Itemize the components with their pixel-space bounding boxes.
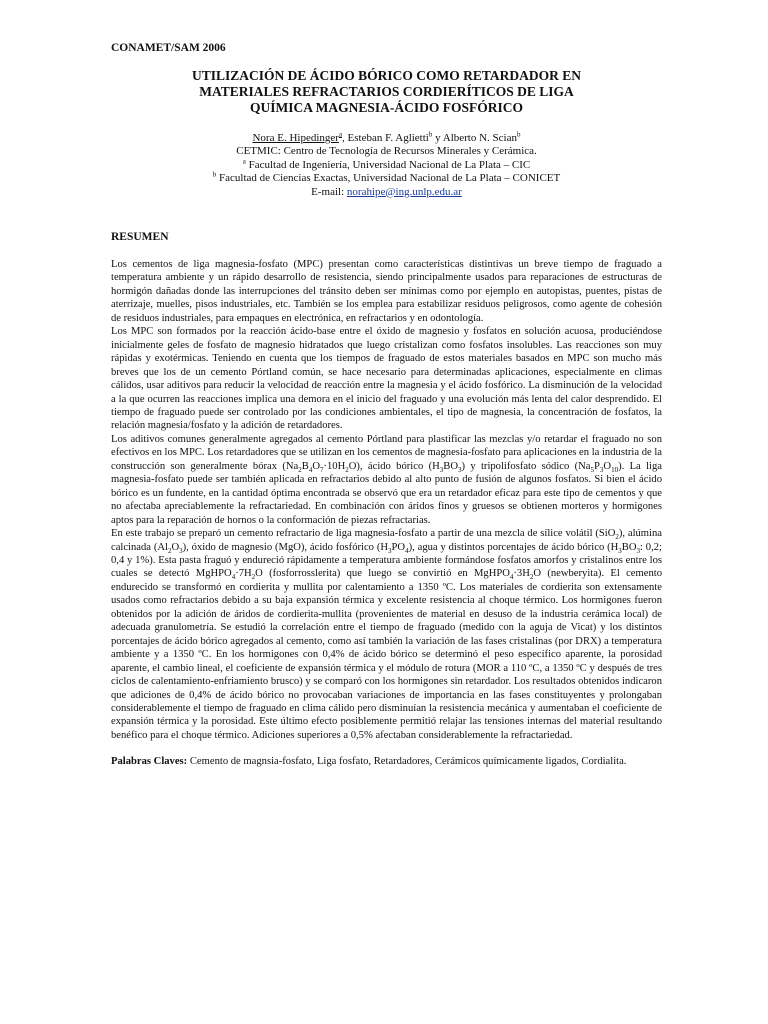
affil-b-text: Facultad de Ciencias Exactas, Universidad Nacional de La Plata – CONICET [216,172,561,185]
author-line [111,132,662,145]
affiliation-a [111,159,662,172]
abstract-paragraph-4: En este trabajo se preparó un cemento refractario de liga magnesia-fosfato a partir de una mezcla de sílice volátil (SiO$_2$), alúmina calcinada $(Al_2O_3)$, óxido de magnesio (MgO), ácido fosfórico $(H_3PO_4)$, agua y distintos porcentajes de ácido bórico ($H_3BO_3$: 0,2; 0,4 y 1%). Esta pasta fraguó y endureció rápidamente a temperatura ambiente formándose fosfatos amorfos y cristalinos entre los cuales se detectó $MgHPO_4\cdot 7H_2O$ (fosforrosslerita) que luego se convirtió en $MgHPO_4\cdot 3H_2O$ (newberyita). El cemento endurecido se transformó en cordierita y mullita por calentamiento a 1350 ºC. Los materiales de cordierita son extensamente usados como refractarios debido a su baja expansión térmica y excelente resistencia al choque térmico. Los hormigones fueron obtenidos por la adición de áridos de cordierita-mullita (provenientes de material en desuso de la industria cerámica local) de adecuada granulometría. Se estudió la correlación entre el tiempo de fraguado (medido con la aguja de Vicat) y los distintos porcentajes de ácido bórico agregados al cemento, como así también la variación de las fases cristalinas (por DRX) a temperatura ambiente y a 1350 ºC. En los hormigones con 0,4% de ácido bórico se determinó el peso específico aparente, la porosidad aparente, el cambio lineal, el coeficiente de expansión térmica y el módulo de rotura (MOR a 110 ºC, a 1350 ºC y después de tres ciclos de calentamiento-enfriamiento brusco) y se comparó con los hormigones sin retardador. Los resultados obtenidos indicaron que adiciones de 0,4% de ácido bórico no provocaban variaciones de importancia en las fases constituyentes y prolongaban considerablemente el tiempo de fraguado en clima cálido pero disminuían la resistencia mecánica y aumentaban el coeficiente de expansión térmica y la porosidad. Este último efecto posiblemente permitió relajar las tensiones internas del material resultando benéfico para el choque térmico. Adiciones superiores a 0,5% afectaban considerablemente la refractariedad. [111,528,662,741]
author-affil-sup: b [428,130,433,139]
affil-a-text: Facultad de Ingeniería, Universidad Nacional de La Plata – CIC [245,158,531,171]
keywords-text: Cemento de magnsia-fosfato, Liga fosfato, Retardadores, Cerámicos químicamente ligados, Cordialita. [187,756,627,768]
institution-line: CETMIC: Centro de Tecnología de Recursos Minerales y Cerámica. [236,145,537,158]
author-affil-sup: b [517,130,521,139]
abstract-paragraph-3: Los aditivos comunes generalmente agregados al cemento Pórtland para plastificar las mezclas y/o retardar el fraguado no son efectivos en los MPC. Los retardadores que se utilizan en los cementos de magnesia-fosfato para aplicaciones en la industria de la construcción son generalmente bórax $(Na_2B_4O_7\cdot 10H_2O)$, ácido bórico $(H_3BO_3)$ y tripolifosfato sódico $(Na_5P_3O_{10})$. La liga magnesia-fosfato puede ser también aplicada en refractarios debido al alto punto de fusión de algunos fosfatos. Si bien el ácido bórico es un fundente, en la cantidad óptima encontrada se observó que era un retardador eficaz para este tipo de cementos y que no afectaba apreciablemente la refractariedad. En combinación con áridos finos y gruesos se obtienen morteros y hormigones aptos para la reparación de hornos o la conformación de piezas refractarias. [111,433,662,526]
keywords-block [111,755,662,768]
abstract-paragraph-1: Los cementos de liga magnesia-fosfato (MPC) presentan como características distintivas un breve tiempo de fraguado a temperatura ambiente y un rápido desarrollo de resistencia, siendo principalmente usados para reparaciones de estructuras de hormigón dañadas donde las interrupciones del tránsito deben ser mínimas como por ejemplo en autopistas, puentes, pistas de aterrizaje, muelles, pisos industriales, etc. También se los emplea para estabilizar residuos peligrosos, como agente de cohesión de residuos industriales, para empaques en electrónica, en refractarios y en odontología. [111,259,662,324]
conference-header: CONAMET/SAM 2006 [111,42,226,54]
email-link[interactable]: norahipe@ing.unlp.edu.ar [346,185,462,198]
affil-b-sup: b [212,170,217,179]
author-name-primary: Nora E. Hipedinger [252,132,339,144]
abstract-paragraph-2: Los MPC son formados por la reacción ácido-base entre el óxido de magnesio y fosfatos en solución acuosa, produciéndose inicialmente geles de fosfato de magnesio hidratados que luego cristalizan como fosfatos insolubles. Las reacciones son muy rápidas y exotérmicas. Teniendo en cuenta que los tiempos de fraguado de estos materiales basados en MPC son mucho más breves que los de un cemento Pórtland común, se hace necesario para determinadas aplicaciones, especialmente en climas cálidos, usar aditivos para reducir la velocidad de reacción entre la magnesia y el ácido fosfórico. La disminución de la velocidad a la que ocurren las reacciones implica una demora en el inicio del fraguado y una evolución más lenta del calor desprendido. El tiempo de fraguado puede ser controlado por las condiciones ambientales, el tipo de magnesia, la concentración de fosfatos, la relación magnesia/fosfato y la adición de retardadores. [111,326,662,432]
author-block [111,132,662,199]
email-line [111,186,662,199]
affil-a-sup: a [242,157,246,166]
paper-title [111,68,662,116]
title-line-1: UTILIZACIÓN DE ÁCIDO BÓRICO COMO RETARDADOR EN [191,68,582,83]
author-name-tertiary: y Alberto N. Scian [432,132,517,144]
abstract-body [111,258,662,742]
title-line-3: QUÍMICA MAGNESIA-ÁCIDO FOSFÓRICO [249,100,523,115]
author-name-secondary: , Esteban F. Aglietti [342,132,429,144]
keywords-label: Palabras Claves: [111,756,188,768]
affiliation-b [111,172,662,185]
email-label: E-mail: [311,185,347,198]
title-line-2: MATERIALES REFRACTARIOS CORDIERÍTICOS DE LIGA [199,84,574,99]
abstract-heading: RESUMEN [111,231,169,244]
author-affil-sup: a [338,130,343,139]
